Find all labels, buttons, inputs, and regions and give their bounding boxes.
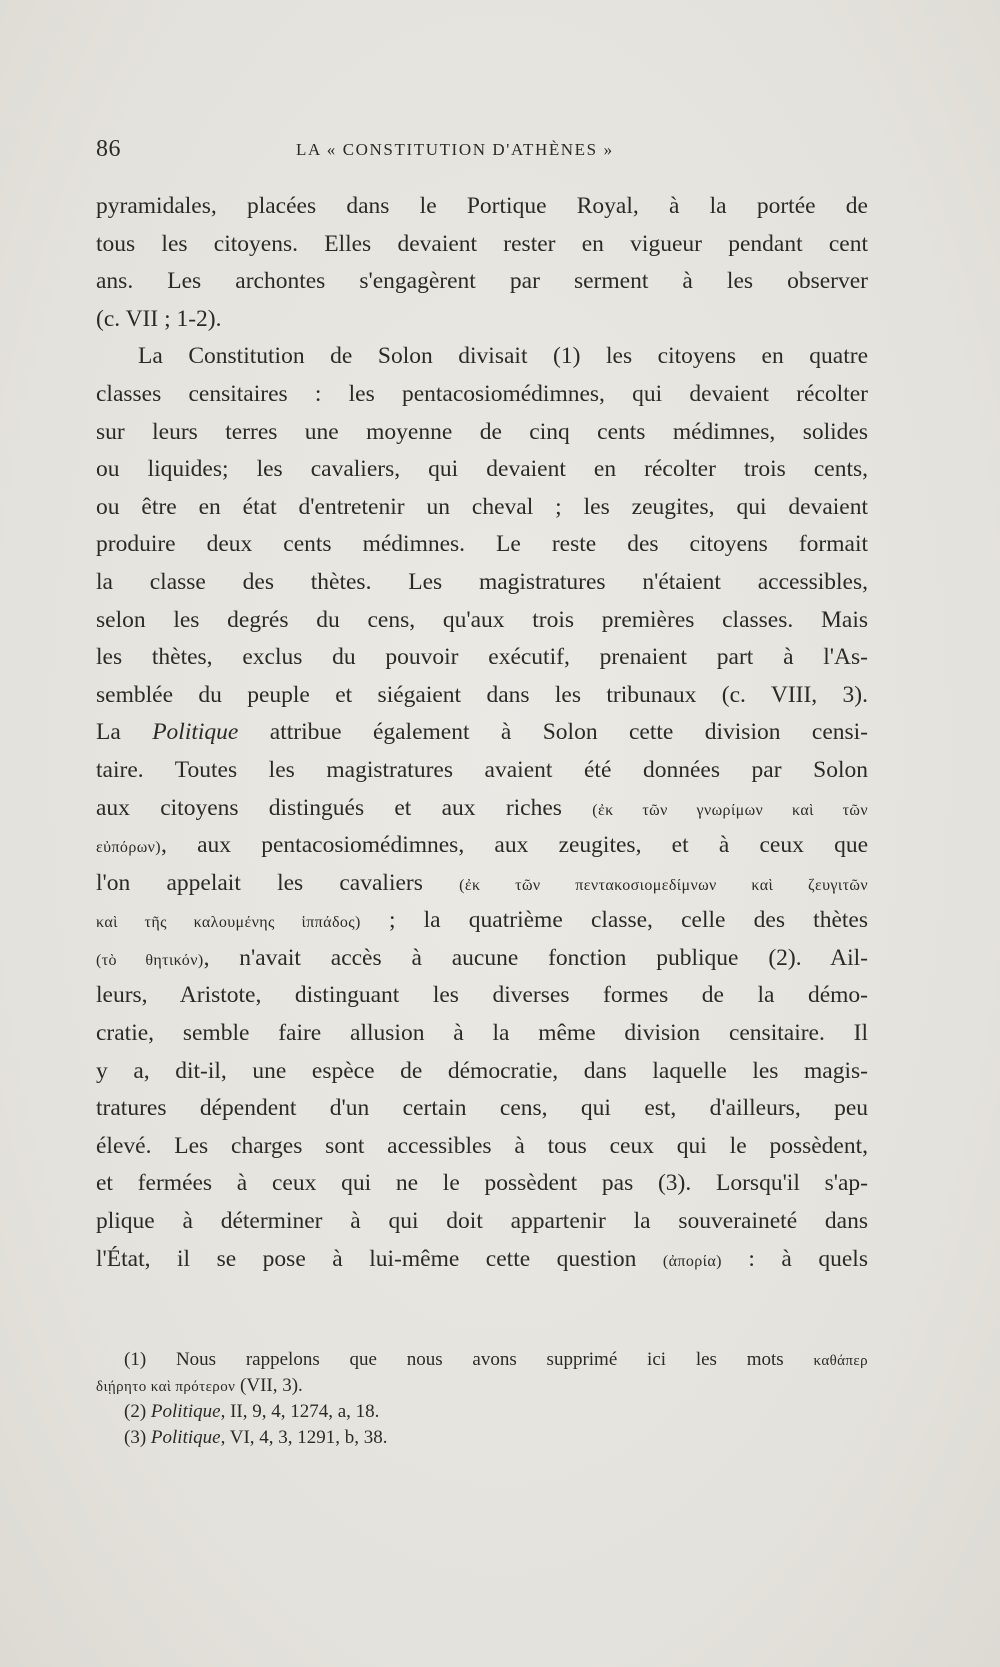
text-line: selon les degrés du cens, qu'aux trois premières classes. Mais [96,606,868,633]
text-line: ans. Les archontes s'engagèrent par serment à les observer [96,268,868,295]
text-line: aux citoyens distingués et aux riches (ἐκ τῶν γνωρίμων καὶ τῶν [96,794,868,821]
footnotes [96,1347,868,1451]
greek-quote: εὐπόρων) [96,839,161,857]
greek-quote: (τὸ θητικόν) [96,951,204,969]
text-line: ou être en état d'entretenir un cheval ; les zeugites, qui devaient [96,493,868,520]
text-line: l'État, il se pose à lui-même cette question (ἀπορία) : à quels [96,1245,868,1272]
greek-quote: (ἐκ τῶν γνωρίμων καὶ τῶν [592,801,868,819]
text-line: la classe des thètes. Les magistratures n'étaient accessibles, [96,568,868,595]
footnote-2: (2) Politique, II, 9, 4, 1274, a, 18. [124,1401,380,1422]
book-title-politique: Politique [150,1401,221,1422]
greek-quote: διῄρητο καὶ πρότερον [96,1379,236,1395]
footnote-1: (1) Nous rappelons que nous avons supprimé ici les mots καθάπερ [124,1349,868,1370]
text-line: La Politique attribue également à Solon cette division censi- [96,719,868,746]
text-line: semblée du peuple et siégaient dans les tribunaux (c. VIII, 3). [96,681,868,708]
text-line: cratie, semble faire allusion à la même division censitaire. Il [96,1020,868,1047]
running-title: LA « CONSTITUTION D'ATHÈNES » [296,140,614,159]
text-line: taire. Toutes les magistratures avaient été données par Solon [96,756,868,783]
text-line: pyramidales, placées dans le Portique Royal, à la portée de [96,193,868,219]
text-line: élevé. Les charges sont accessibles à tous ceux qui le possèdent, [96,1132,868,1159]
page-header [96,132,856,172]
text-line: (c. VII ; 1-2). [96,305,222,332]
paragraph-start-line: La Constitution de Solon divisait (1) les citoyens en quatre [138,343,868,370]
page-number: 86 [96,136,121,162]
greek-quote: καθάπερ [813,1353,868,1369]
text-line: ou liquides; les cavaliers, qui devaient en récolter trois cents, [96,456,868,483]
text-line: plique à déterminer à qui doit appartenir la souveraineté dans [96,1208,868,1235]
text-line: produire deux cents médimnes. Le reste des citoyens formait [96,531,868,558]
text-line: les thètes, exclus du pouvoir exécutif, prenaient part à l'As- [96,644,868,671]
greek-quote: (ἐκ τῶν πεντακοσιομεδίμνων καὶ ζευγιτῶν [459,876,868,894]
greek-quote: (ἀπορία) [662,1252,722,1270]
body-text [96,188,868,1278]
text-line: (τὸ θητικόν), n'avait accès à aucune fonction publique (2). Ail- [96,944,868,971]
footnote-3: (3) Politique, VI, 4, 3, 1291, b, 38. [124,1427,388,1448]
book-title-politique: Politique [152,719,239,746]
book-title-politique: Politique [150,1427,221,1448]
text-line: tous les citoyens. Elles devaient rester en vigueur pendant cent [96,230,868,257]
text-line: tratures dépendent d'un certain cens, qui est, d'ailleurs, peu [96,1095,868,1122]
text-line: εὐπόρων), aux pentacosiomédimnes, aux zeugites, et à ceux que [96,832,868,859]
text-line: classes censitaires : les pentacosiomédimnes, qui devaient récolter [96,380,868,407]
footnote-1-continued: διῄρητο καὶ πρότερον (VII, 3). [96,1375,303,1396]
text-line: sur leurs terres une moyenne de cinq cents médimnes, solides [96,418,868,445]
text-line: καὶ τῆς καλουμένης ἱππάδος) ; la quatrième classe, celle des thètes [96,907,868,934]
text-line: leurs, Aristote, distinguant les diverses formes de la démo- [96,982,868,1009]
text-line: y a, dit-il, une espèce de démocratie, dans laquelle les magis- [96,1057,868,1084]
text-line: l'on appelait les cavaliers (ἐκ τῶν πεντακοσιομεδίμνων καὶ ζευγιτῶν [96,869,868,896]
greek-quote: καὶ τῆς καλουμένης ἱππάδος) [96,914,361,932]
text-line: et fermées à ceux qui ne le possèdent pas (3). Lorsqu'il s'ap- [96,1170,868,1197]
